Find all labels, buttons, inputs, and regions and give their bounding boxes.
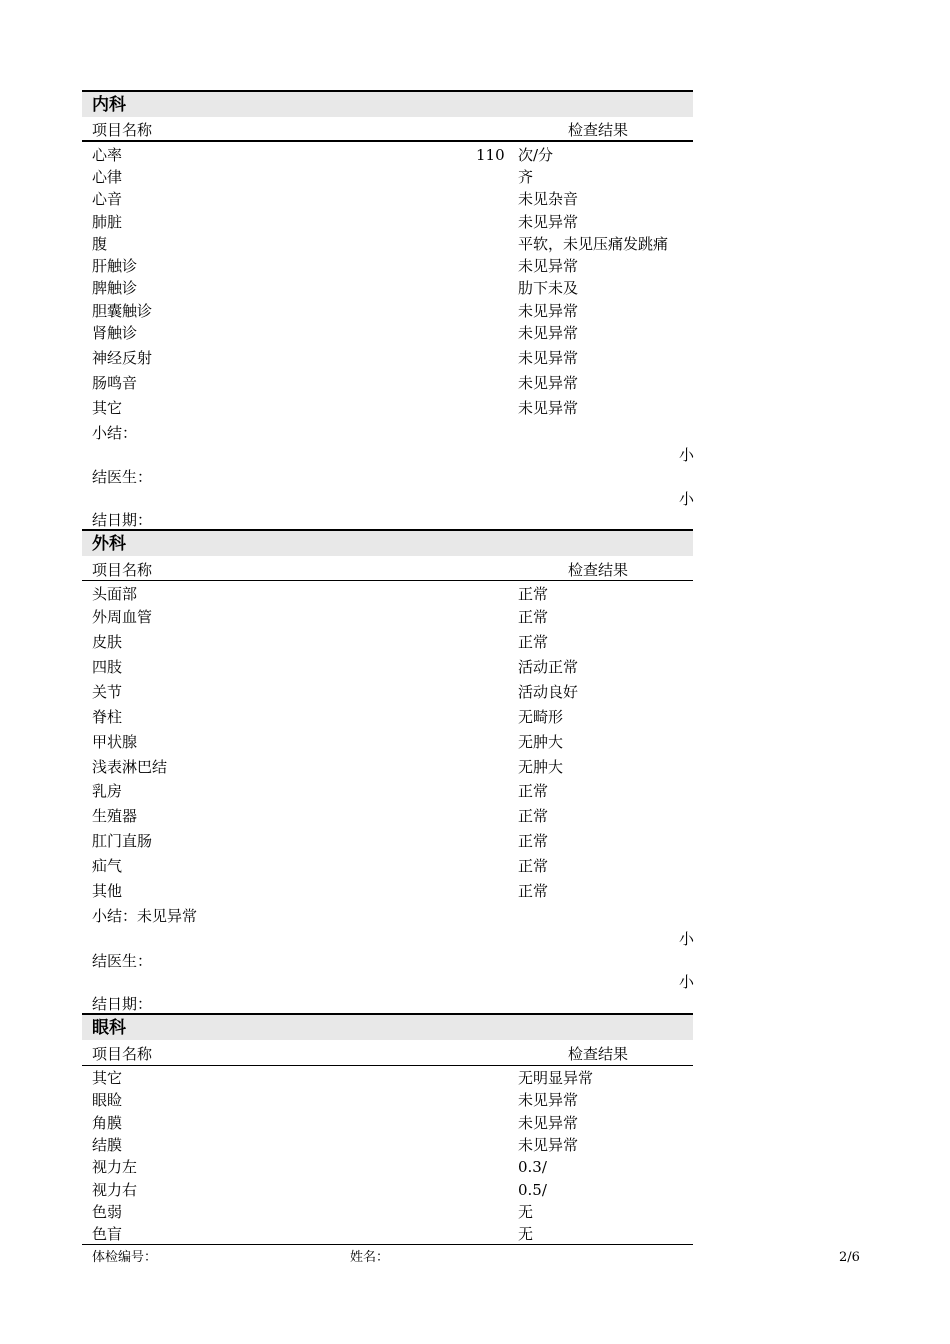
row-name: 其它 [92, 1069, 123, 1087]
row-name: 浅表淋巴结 [92, 758, 168, 776]
col-header-name: 项目名称 [92, 121, 153, 139]
row-result: 未见异常 [518, 399, 579, 417]
row-name: 神经反射 [92, 349, 153, 367]
row-result: 正常 [518, 807, 549, 825]
row-name: 色弱 [92, 1203, 123, 1221]
header-divider [82, 580, 693, 581]
row-name: 视力左 [92, 1158, 138, 1176]
summary-wrap-char: 小 [679, 490, 695, 508]
row-name: 肛门直肠 [92, 832, 153, 850]
row-result: 未见异常 [518, 374, 579, 392]
row-result: 次/分 [518, 146, 554, 164]
section-header-ophthalmology [82, 1013, 693, 1040]
row-result: 正常 [518, 882, 549, 900]
row-name: 视力右 [92, 1181, 138, 1199]
row-result: 未见异常 [518, 1136, 579, 1154]
row-name: 肠鸣音 [92, 374, 138, 392]
row-result: 0.3/ [518, 1158, 547, 1176]
row-name: 脊柱 [92, 708, 123, 726]
row-result: 正常 [518, 585, 549, 603]
row-result: 活动良好 [518, 683, 579, 701]
row-result: 无明显异常 [518, 1069, 594, 1087]
row-name: 眼睑 [92, 1091, 123, 1109]
row-result: 齐 [518, 168, 534, 186]
row-result: 未见异常 [518, 324, 579, 342]
col-header-result: 检查结果 [568, 561, 629, 579]
row-name: 心率 [92, 146, 123, 164]
row-result: 未见异常 [518, 1091, 579, 1109]
header-divider [82, 1065, 693, 1066]
row-name: 肾触诊 [92, 324, 138, 342]
row-name: 甲状腺 [92, 733, 138, 751]
row-name: 胆囊触诊 [92, 302, 153, 320]
summary-text: 小结： [92, 424, 138, 442]
row-name: 疝气 [92, 857, 123, 875]
footer-name-label: 姓名： [350, 1250, 390, 1265]
footer-exam-id-label: 体检编号： [92, 1250, 158, 1265]
row-name: 乳房 [92, 782, 123, 800]
summary-text: 小结：未见异常 [92, 907, 198, 925]
header-divider [82, 140, 693, 142]
summary-wrap-char: 小 [679, 446, 695, 464]
section-title: 内科 [92, 95, 126, 115]
row-result: 无肿大 [518, 758, 564, 776]
row-result: 0.5/ [518, 1181, 547, 1199]
row-name: 外周血管 [92, 608, 153, 626]
row-name: 角膜 [92, 1114, 123, 1132]
row-name: 其他 [92, 882, 123, 900]
row-result: 正常 [518, 857, 549, 875]
row-result: 无肿大 [518, 733, 564, 751]
date-label: 结日期： [92, 995, 153, 1013]
section-title: 眼科 [92, 1018, 126, 1038]
row-result: 未见异常 [518, 349, 579, 367]
row-result: 未见杂音 [518, 190, 579, 208]
row-name: 肺脏 [92, 213, 123, 231]
row-result: 未见异常 [518, 1114, 579, 1132]
section-header-surgery [82, 529, 693, 556]
row-name: 其它 [92, 399, 123, 417]
row-name: 关节 [92, 683, 123, 701]
row-result: 活动正常 [518, 658, 579, 676]
row-result: 无 [518, 1225, 534, 1243]
page-number: 2/6 [839, 1250, 860, 1265]
row-result: 未见异常 [518, 302, 579, 320]
row-name: 脾触诊 [92, 279, 138, 297]
row-result: 正常 [518, 782, 549, 800]
row-result: 肋下未及 [518, 279, 579, 297]
summary-wrap-char: 小 [679, 973, 695, 991]
table-bottom-rule [82, 1244, 693, 1245]
row-result: 无畸形 [518, 708, 564, 726]
row-name: 腹 [92, 235, 108, 253]
row-value: 110 [476, 146, 505, 164]
col-header-result: 检查结果 [568, 121, 629, 139]
row-name: 皮肤 [92, 633, 123, 651]
row-name: 色盲 [92, 1225, 123, 1243]
row-result: 正常 [518, 608, 549, 626]
row-name: 头面部 [92, 585, 138, 603]
row-name: 心音 [92, 190, 123, 208]
row-result: 无 [518, 1203, 534, 1221]
row-result: 正常 [518, 832, 549, 850]
row-name: 四肢 [92, 658, 123, 676]
doctor-label: 结医生： [92, 952, 153, 970]
row-result: 正常 [518, 633, 549, 651]
col-header-result: 检查结果 [568, 1045, 629, 1063]
section-title: 外科 [92, 534, 126, 554]
col-header-name: 项目名称 [92, 1045, 153, 1063]
section-header-internal [82, 90, 693, 117]
col-header-name: 项目名称 [92, 561, 153, 579]
row-name: 肝触诊 [92, 257, 138, 275]
row-name: 结膜 [92, 1136, 123, 1154]
row-name: 生殖器 [92, 807, 138, 825]
doctor-label: 结医生： [92, 468, 153, 486]
date-label: 结日期： [92, 511, 153, 529]
row-result: 未见异常 [518, 257, 579, 275]
row-result: 未见异常 [518, 213, 579, 231]
summary-wrap-char: 小 [679, 930, 695, 948]
row-result: 平软，未见压痛发跳痛 [518, 235, 669, 253]
row-name: 心律 [92, 168, 123, 186]
